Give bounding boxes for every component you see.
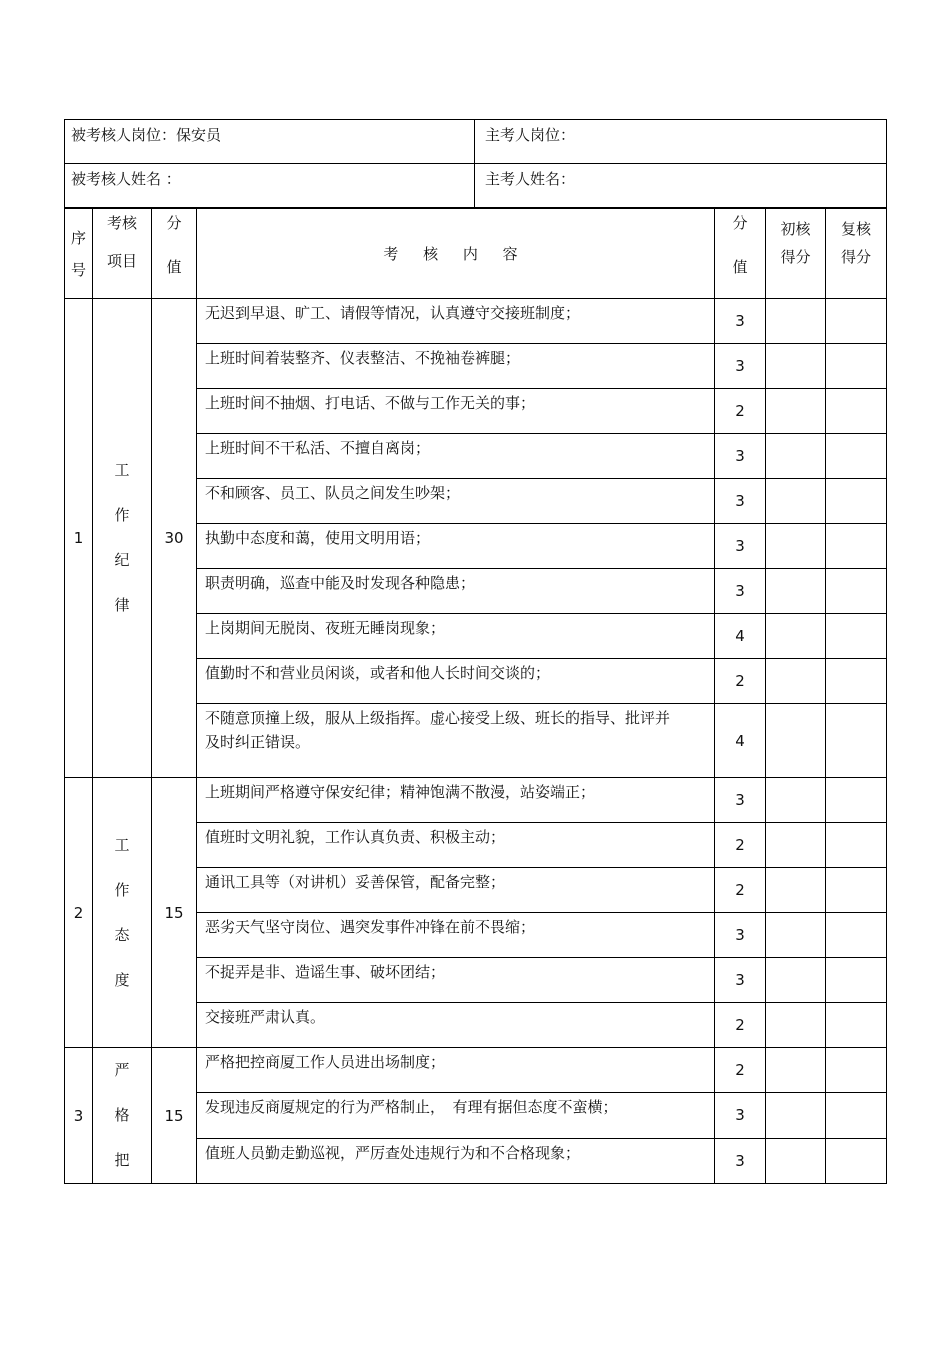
second-score-cell [826, 823, 887, 868]
criterion: 职责明确，巡查中能及时发现各种隐患； [197, 569, 715, 614]
criterion-points: 2 [715, 1048, 766, 1093]
second-score-cell [826, 614, 887, 659]
second-score-cell [826, 1003, 887, 1048]
first-score-cell [766, 479, 826, 524]
first-score-cell [766, 659, 826, 704]
second-score-cell [826, 704, 887, 778]
second-score-cell [826, 868, 887, 913]
criterion-points: 3 [715, 778, 766, 823]
criterion: 上班期间严格遵守保安纪律；精神饱满不散漫，站姿端正； [197, 778, 715, 823]
criterion-points: 4 [715, 704, 766, 778]
section-1-item: 工 作 纪 律 [93, 299, 152, 778]
examiner-post: 主考人岗位： [475, 120, 887, 164]
second-score-cell [826, 1048, 887, 1093]
criterion: 通讯工具等（对讲机）妥善保管，配备完整； [197, 868, 715, 913]
first-score-cell [766, 958, 826, 1003]
second-score-cell [826, 1138, 887, 1183]
criterion: 值勤时不和营业员闲谈，或者和他人长时间交谈的； [197, 659, 715, 704]
form-header [64, 119, 887, 208]
second-score-cell [826, 958, 887, 1003]
criterion: 不和顾客、员工、队员之间发生吵架； [197, 479, 715, 524]
second-score-cell [826, 569, 887, 614]
criterion: 发现违反商厦规定的行为严格制止， 有理有据但态度不蛮横； [197, 1093, 715, 1138]
second-score-cell [826, 659, 887, 704]
first-score-cell [766, 1003, 826, 1048]
section-1-subtotal: 30 [152, 299, 197, 778]
first-score-cell [766, 614, 826, 659]
first-score-cell [766, 434, 826, 479]
first-score-cell [766, 344, 826, 389]
col-second-score: 复核 得分 [826, 209, 887, 299]
second-score-cell [826, 344, 887, 389]
first-score-cell [766, 524, 826, 569]
criterion-points: 3 [715, 1138, 766, 1183]
section-3-seq: 3 [65, 1048, 93, 1184]
criterion-points: 3 [715, 299, 766, 344]
first-score-cell [766, 389, 826, 434]
second-score-cell [826, 1093, 887, 1138]
first-score-cell [766, 1093, 826, 1138]
criterion-points: 2 [715, 389, 766, 434]
first-score-cell [766, 823, 826, 868]
criterion: 上班时间不抽烟、打电话、不做与工作无关的事； [197, 389, 715, 434]
criterion: 不随意顶撞上级，服从上级指挥。虚心接受上级、班长的指导、批评并及时纠正错误。 [197, 704, 715, 778]
criterion-points: 3 [715, 524, 766, 569]
criterion-points: 3 [715, 479, 766, 524]
criterion-points: 2 [715, 823, 766, 868]
second-score-cell [826, 299, 887, 344]
examinee-post: 被考核人岗位：保安员 [65, 120, 475, 164]
first-score-cell [766, 778, 826, 823]
second-score-cell [826, 389, 887, 434]
examiner-name: 主考人姓名： [475, 164, 887, 208]
examinee-name: 被考核人姓名 ： [65, 164, 475, 208]
criterion: 无迟到早退、旷工、请假等情况，认真遵守交接班制度； [197, 299, 715, 344]
criterion: 上岗期间无脱岗、夜班无睡岗现象； [197, 614, 715, 659]
col-subtotal: 分 值 [152, 209, 197, 299]
criterion-points: 2 [715, 868, 766, 913]
assessment-table [64, 208, 887, 1184]
first-score-cell [766, 913, 826, 958]
section-2-seq: 2 [65, 778, 93, 1048]
criterion-points: 3 [715, 1093, 766, 1138]
col-first-score: 初核 得分 [766, 209, 826, 299]
col-item: 考核 项目 [93, 209, 152, 299]
criterion: 上班时间不干私活、不擅自离岗； [197, 434, 715, 479]
criterion-points: 2 [715, 659, 766, 704]
section-2-item: 工 作 态 度 [93, 778, 152, 1048]
criterion: 恶劣天气坚守岗位、遇突发事件冲锋在前不畏缩； [197, 913, 715, 958]
criterion: 严格把控商厦工作人员进出场制度； [197, 1048, 715, 1093]
second-score-cell [826, 479, 887, 524]
first-score-cell [766, 868, 826, 913]
first-score-cell [766, 1048, 826, 1093]
criterion-points: 3 [715, 344, 766, 389]
second-score-cell [826, 524, 887, 569]
criterion: 不捉弄是非、造谣生事、破坏团结； [197, 958, 715, 1003]
criterion: 值班时文明礼貌，工作认真负责、积极主动； [197, 823, 715, 868]
criterion-points: 3 [715, 569, 766, 614]
section-1-seq: 1 [65, 299, 93, 778]
first-score-cell [766, 569, 826, 614]
criterion-points: 3 [715, 958, 766, 1003]
criterion-points: 4 [715, 614, 766, 659]
col-content: 考 核 内 容 [197, 209, 715, 299]
criterion: 交接班严肃认真。 [197, 1003, 715, 1048]
section-3-item: 严 格 把 [93, 1048, 152, 1184]
assessment-form [64, 119, 886, 1184]
section-3-subtotal: 15 [152, 1048, 197, 1184]
second-score-cell [826, 434, 887, 479]
second-score-cell [826, 778, 887, 823]
second-score-cell [826, 913, 887, 958]
first-score-cell [766, 299, 826, 344]
first-score-cell [766, 704, 826, 778]
col-seq: 序 号 [65, 209, 93, 299]
section-2-subtotal: 15 [152, 778, 197, 1048]
criterion-points: 2 [715, 1003, 766, 1048]
criterion: 上班时间着装整齐、仪表整洁、不挽袖卷裤腿； [197, 344, 715, 389]
criterion: 值班人员勤走勤巡视，严厉查处违规行为和不合格现象； [197, 1138, 715, 1183]
col-points: 分 值 [715, 209, 766, 299]
criterion: 执勤中态度和蔼，使用文明用语； [197, 524, 715, 569]
first-score-cell [766, 1138, 826, 1183]
criterion-points: 3 [715, 434, 766, 479]
criterion-points: 3 [715, 913, 766, 958]
